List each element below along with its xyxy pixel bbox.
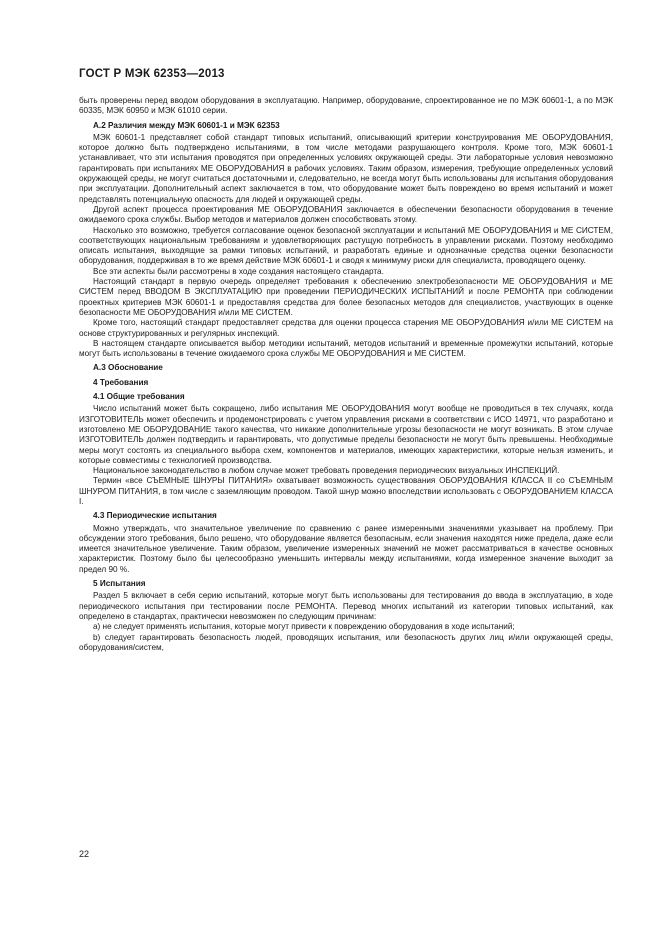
paragraph: Национальное законодательство в любом случае может требовать проведения периодических визуальных ИНСПЕКЦИЙ. bbox=[93, 466, 560, 476]
section-heading-a2: А.2 Различия между МЭК 60601-1 и МЭК 62353 bbox=[93, 120, 280, 130]
paragraph: Число испытаний может быть сокращено, либо испытания МЕ ОБОРУДОВАНИЯ могут вообще не проводиться в тех случаях, когда ИЗГОТОВИТЕЛЬ может обеспечить и продемонстрировать с учетом управления рисками в соответствии с ИСО 14971, что разработано и изготовлено МЕ ОБОРУДОВАНИЕ такого качества, что никакие дополнительные угрозы безопасности не могут возникать. В этом случае ИЗГОТОВИТЕЛЬ должен подтвердить и гарантировать, что допустимые пределы безопасности не могут быть превышены. Необходимые меры могут состоять из специального выбора схем, компонентов и материалов, имеющих характеристики, которые нельзя изменить, и которые совместимы с технологией производства. bbox=[79, 404, 613, 465]
section-heading-5: 5 Испытания bbox=[93, 579, 146, 589]
page-number: 22 bbox=[79, 849, 90, 859]
paragraph: МЭК 60601-1 представляет собой стандарт типовых испытаний, описывающий критерии конструирования МЕ ОБОРУДОВАНИЯ, которое должно быть подтверждено испытаниями, в том числе методами разрушающего контроля. Кроме того, МЭК 60601-1 устанавливает, что эти испытания проводятся при определенных условиях окружающей среды. Эти лабораторные условия невозможно гарантировать при испытаниях МЕ ОБОРУДОВАНИЯ в рабочих условиях. Таким образом, измерения, требующие определенных условий окружающей среды, не могут считаться достаточными и, следовательно, не всегда могут быть использованы для испытания оборудования при эксплуатации. Дополнительный аспект заключается в том, что оборудование может быть повреждено во время испытаний и может представлять потенциальную опасность для людей и окружающей среды. bbox=[79, 132, 613, 204]
paragraph: Можно утверждать, что значительное увеличение по сравнению с ранее измеренными значениями указывает на проблему. При обсуждении этого требования, было решено, что оборудование является безопасным, если значения находятся ниже предела, даже если имеется значительное увеличение. Таким образом, увеличение измеренных значений не может рассматриваться в качестве основных характеристик. Поэтому было бы целесообразно уменьшить интервалы между испытаниями, когда измеренное значение выходит за предел 90 %. bbox=[79, 523, 613, 574]
section-heading-4-1: 4.1 Общие требования bbox=[93, 392, 185, 402]
section-heading-4: 4 Требования bbox=[93, 377, 149, 387]
section-heading-4-3: 4.3 Периодические испытания bbox=[93, 511, 217, 521]
list-item: b) следует гарантировать безопасность людей, проводящих испытания, или безопасность других лиц и/или окружающей среды, оборудования/систем, bbox=[79, 632, 613, 652]
document-header: ГОСТ Р МЭК 62353—2013 bbox=[79, 68, 225, 80]
paragraph: В настоящем стандарте описывается выбор методики испытаний, методов испытаний и временные промежутки испытаний, которые могут быть использованы в течение ожидаемого срока службы МЕ ОБОРУДОВАНИЯ и МЕ СИСТЕМ. bbox=[79, 338, 613, 359]
paragraph: быть проверены перед вводом оборудования в эксплуатацию. Например, оборудование, спроектированное не по МЭК 60601-1, а по МЭК 60335, МЭК 60950 и МЭК 61010 серии. bbox=[79, 96, 613, 116]
paragraph: Другой аспект процесса проектирования МЕ ОБОРУДОВАНИЯ заключается в обеспечении безопасности оборудования в течение ожидаемого срока службы. Выбор методов и материалов должен способствовать этому. bbox=[79, 204, 613, 225]
paragraph: Насколько это возможно, требуется согласование оценок безопасной эксплуатации и испытаний МЕ ОБОРУДОВАНИЯ и МЕ СИСТЕМ, соответствующих национальным требованиям и удовлетворяющих растущую потребность в управлении рисками. Поэтому необходимо описать испытания, выходящие за рамки типовых испытаний, и разработать единые и однозначные средства оценки безопасности оборудования, поддерживая в то же время действие МЭК 60601-1 и сводя к минимуму риски для специалиста, проводящего оценку. bbox=[79, 225, 613, 266]
paragraph: Кроме того, настоящий стандарт предоставляет средства для оценки процесса старения МЕ ОБОРУДОВАНИЯ и/или МЕ СИСТЕМ на основе структурированных и регулярных инспекций. bbox=[79, 318, 613, 338]
list-item: а) не следует применять испытания, которые могут привести к повреждению оборудования в ходе испытаний; bbox=[93, 622, 515, 632]
document-body bbox=[79, 96, 613, 653]
paragraph: Раздел 5 включает в себя серию испытаний, которые могут быть использованы для тестирования до ввода в эксплуатацию, в ходе периодического испытания при тестировании после РЕМОНТА. Перевод многих испытаний из категории типовых испытаний, как определено в стандартах, практически невозможен по следующим причинам: bbox=[79, 591, 613, 621]
paragraph: Все эти аспекты были рассмотрены в ходе создания настоящего стандарта. bbox=[93, 266, 384, 276]
paragraph: Термин «все СЪЕМНЫЕ ШНУРЫ ПИТАНИЯ» охватывает возможность существования ОБОРУДОВАНИЯ КЛАССА II со СЪЕМНЫМ ШНУРОМ ПИТАНИЯ, в том числе с заземляющим проводом. Такой шнур можно впоследствии использовать с ОБОРУДОВАНИЕМ КЛАССА I. bbox=[79, 476, 613, 506]
paragraph: Настоящий стандарт в первую очередь определяет требования к обеспечению электробезопасности МЕ ОБОРУДОВАНИЯ и МЕ СИСТЕМ перед ВВОДОМ В ЭКСПЛУАТАЦИЮ при проведении ПЕРИОДИЧЕСКИХ ИСПЫТАНИЙ и после РЕМОНТА при соблюдении проектных критериев МЭК 60601-1 и предоставляя средства для более безопасных методов для специалистов, участвующих в оценке безопасности МЕ ОБОРУДОВАНИЯ и/или МЕ СИСТЕМ. bbox=[79, 277, 613, 317]
section-heading-a3: А.3 Обоснование bbox=[93, 363, 163, 373]
